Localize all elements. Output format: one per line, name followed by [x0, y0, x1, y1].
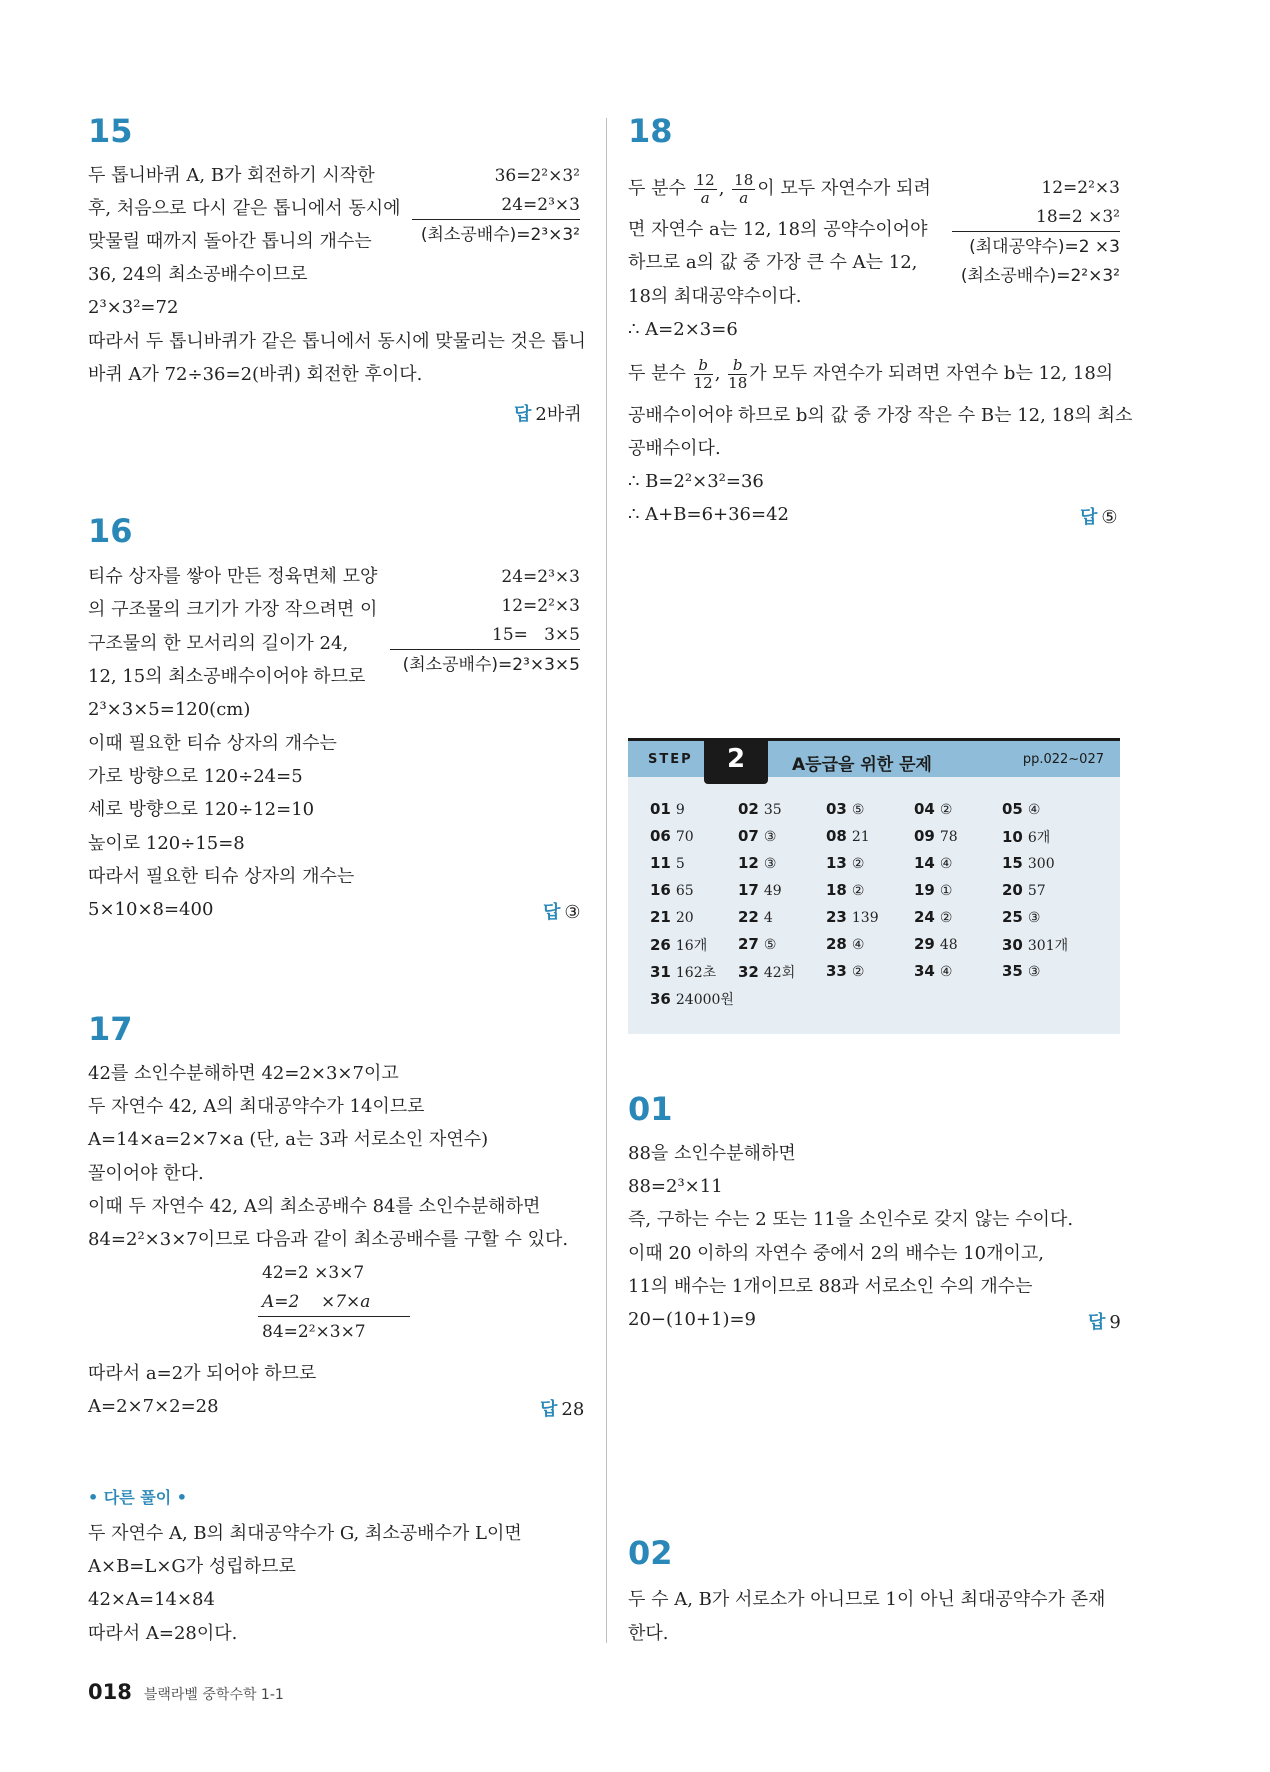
answer-value: ③: [564, 902, 581, 923]
p18-line: 공배수이다.: [628, 438, 721, 459]
step-number: 2: [704, 738, 768, 784]
answer-value: ③: [1027, 964, 1041, 980]
p18-text: 두 분수: [628, 363, 686, 384]
answer-cell: [738, 881, 782, 899]
answer-value: 5: [675, 856, 685, 872]
answer-value: 16개: [675, 938, 708, 954]
answer-cell: [738, 827, 776, 845]
answer-cell: [826, 881, 864, 899]
p17-alt-line: 42×A=14×84: [88, 1589, 215, 1610]
p18-text: 두 분수: [628, 178, 686, 199]
p18-text: 이 모두 자연수가 되려: [757, 178, 931, 199]
p16-line: 가로 방향으로 120÷24=5: [88, 766, 303, 787]
p15-line: 2³×3²=72: [88, 297, 179, 318]
problem-number-16: 16: [88, 512, 133, 550]
answer-number: 16: [650, 881, 671, 899]
denominator: 12: [693, 373, 713, 392]
answer-cell: [650, 989, 734, 1009]
answer-number: 36: [650, 990, 671, 1008]
answer-cell: [650, 827, 694, 845]
answer-number: 19: [914, 881, 935, 899]
answer-value: 301개: [1027, 938, 1069, 954]
p17-alt-line: A×B=L×G가 성립하므로: [88, 1556, 296, 1577]
p17-line: 이때 두 자연수 42, A의 최소공배수 84를 소인수분해하면: [88, 1196, 541, 1217]
answer-cell: [1002, 962, 1040, 980]
answer-cell: [914, 908, 952, 926]
p15-line: 맞물릴 때까지 돌아간 톱니의 개수는: [88, 231, 372, 252]
answer-value: 48: [939, 937, 958, 953]
answer-number: 29: [914, 935, 935, 953]
answer-value: ②: [851, 883, 865, 899]
p15-line: 두 톱니바퀴 A, B가 회전하기 시작한: [88, 165, 375, 186]
answer-number: 34: [914, 962, 935, 980]
answer-cell: [1002, 935, 1068, 955]
column-divider: [606, 118, 607, 1643]
p16-line: 높이로 120÷15=8: [88, 833, 245, 854]
answer-value: 139: [851, 910, 879, 926]
answer-value: ②: [939, 910, 953, 926]
answer-value: 9: [1109, 1312, 1121, 1333]
numerator: 18: [734, 170, 754, 189]
problem-number-15: 15: [88, 112, 133, 150]
answer-value: 78: [939, 829, 958, 845]
answer-cell: [738, 962, 795, 982]
p17-math-rule: [258, 1316, 410, 1317]
p01-line: 88=2³×11: [628, 1176, 723, 1197]
p18-line: ∴ A+B=6+36=42: [628, 504, 789, 525]
answer-value: 35: [763, 802, 782, 818]
p16-math-rule: [390, 649, 580, 650]
step-answer-box: [628, 738, 1120, 1034]
answer-number: 17: [738, 881, 759, 899]
p01-line: 이때 20 이하의 자연수 중에서 2의 배수는 10개이고,: [628, 1243, 1045, 1264]
p18-line-fractions: 두 분수 $\frac{12}{a}$ , $\frac{18}{a}$ 이 모두 자연수가 되려: [628, 170, 931, 207]
p15-math-row: 24=2³×3: [501, 195, 580, 215]
p17-line: 42를 소인수분해하면 42=2×3×7이고: [88, 1063, 399, 1084]
answer-cell: [1002, 881, 1046, 899]
fraction-b-over-12: [694, 357, 713, 392]
answer-value: 24000원: [675, 992, 734, 1008]
answer-number: 15: [1002, 854, 1023, 872]
p01-line: 88을 소인수분해하면: [628, 1143, 796, 1164]
step-pages: pp.022~027: [1022, 752, 1104, 767]
p15-line: 후, 처음으로 다시 같은 톱니에서 동시에: [88, 198, 401, 219]
p18-line: 하므로 a의 값 중 가장 큰 수 A는 12,: [628, 252, 918, 273]
step-title: A등급을 위한 문제: [792, 755, 932, 775]
answer-number: 08: [826, 827, 847, 845]
answer-value: ③: [763, 829, 777, 845]
answer-value: ④: [1027, 802, 1041, 818]
p18-line: 면 자연수 a는 12, 18의 공약수이어야: [628, 219, 928, 240]
answer-value: 70: [675, 829, 694, 845]
p17-math-row: A=2 ×7×a: [262, 1292, 371, 1312]
answer-value: ④: [939, 964, 953, 980]
answer-cell: [738, 935, 776, 953]
p17-alt-line: 따라서 A=28이다.: [88, 1623, 238, 1644]
answer-cell: [826, 962, 864, 980]
answer-cell: [650, 962, 716, 982]
answer-value: 4: [763, 910, 773, 926]
p16-line: 티슈 상자를 쌓아 만든 정육면체 모양: [88, 566, 378, 587]
answer-cell: [826, 800, 864, 818]
answer-number: 26: [650, 936, 671, 954]
answer-number: 24: [914, 908, 935, 926]
answer-value: ④: [851, 937, 865, 953]
answer-number: 25: [1002, 908, 1023, 926]
p16-line: 세로 방향으로 120÷12=10: [88, 799, 315, 820]
answer-value: ④: [939, 856, 953, 872]
p17-answer: [540, 1395, 584, 1421]
fraction-12-over-a: [694, 172, 717, 207]
answer-value: ②: [851, 964, 865, 980]
answer-cell: [738, 854, 776, 872]
answer-label: 답: [540, 1399, 558, 1420]
p01-line: 즉, 구하는 수는 2 또는 11을 소인수로 갖지 않는 수이다.: [628, 1209, 1074, 1230]
p15-math-rule: [412, 219, 580, 220]
page-number: 018: [88, 1680, 132, 1704]
problem-number-18: 18: [628, 112, 673, 150]
answer-cell: [1002, 908, 1040, 926]
p01-answer: [1088, 1308, 1121, 1334]
p18-line: ∴ A=2×3=6: [628, 319, 738, 340]
answer-number: 02: [738, 800, 759, 818]
p16-line: 구조물의 한 모서리의 길이가 24,: [88, 633, 349, 654]
answer-number: 10: [1002, 828, 1023, 846]
answer-cell: [826, 908, 879, 926]
answer-value: 6개: [1027, 830, 1051, 846]
p01-line: 11의 배수는 1개이므로 88과 서로소인 수의 개수는: [628, 1276, 1033, 1297]
p16-math-lcm: (최소공배수)=2³×3×5: [402, 655, 580, 675]
answer-number: 04: [914, 800, 935, 818]
answer-value: 28: [561, 1399, 585, 1420]
answer-value: 162초: [675, 965, 717, 981]
p17-line: 따라서 a=2가 되어야 하므로: [88, 1363, 317, 1384]
answer-number: 14: [914, 854, 935, 872]
answer-value: ①: [939, 883, 953, 899]
answer-cell: [650, 800, 685, 818]
denominator: a: [700, 188, 710, 207]
p18-line: ∴ B=2²×3²=36: [628, 471, 764, 492]
p18-line: 18의 최대공약수이다.: [628, 286, 802, 307]
fraction-18-over-a: [732, 172, 755, 207]
numerator: b: [694, 357, 713, 375]
p02-line: 한다.: [628, 1623, 669, 1644]
p16-line: 5×10×8=400: [88, 899, 214, 920]
p16-line: 12, 15의 최소공배수이어야 하므로: [88, 666, 366, 687]
answer-value: 21: [851, 829, 870, 845]
answer-number: 23: [826, 908, 847, 926]
fraction-b-over-18: [728, 357, 747, 392]
answer-value: ③: [1027, 910, 1041, 926]
p17-alt-line: 두 자연수 A, B의 최대공약수가 G, 최소공배수가 L이면: [88, 1523, 522, 1544]
answer-value: ②: [939, 802, 953, 818]
problem-number-17: 17: [88, 1010, 133, 1048]
answer-cell: [914, 935, 958, 953]
answer-value: 2바퀴: [535, 404, 582, 425]
p17-math-row: 84=2²×3×7: [262, 1322, 366, 1342]
problem-number-01: 01: [628, 1090, 673, 1128]
answer-number: 35: [1002, 962, 1023, 980]
book-title: 블랙라벨 중학수학 1-1: [143, 1687, 284, 1703]
answer-cell: [914, 854, 952, 872]
p02-line: 두 수 A, B가 서로소가 아니므로 1이 아닌 최대공약수가 존재: [628, 1589, 1106, 1610]
answer-cell: [650, 854, 685, 872]
answer-number: 33: [826, 962, 847, 980]
answer-cell: [826, 935, 864, 953]
answer-value: 300: [1027, 856, 1055, 872]
answer-number: 32: [738, 963, 759, 981]
answer-value: 57: [1027, 883, 1046, 899]
answer-number: 09: [914, 827, 935, 845]
p16-line: 이때 필요한 티슈 상자의 개수는: [88, 733, 337, 754]
p16-answer: [543, 898, 581, 924]
answer-number: 27: [738, 935, 759, 953]
p15-answer: [514, 400, 582, 426]
alt-solution-label: • 다른 풀이 •: [88, 1488, 187, 1507]
answer-cell: [1002, 854, 1055, 872]
p18-text: 가 모두 자연수가 되려면 자연수 b는 12, 18의: [749, 363, 1114, 384]
p16-line: 따라서 필요한 티슈 상자의 개수는: [88, 866, 355, 887]
answer-cell: [826, 854, 864, 872]
answer-number: 30: [1002, 936, 1023, 954]
p17-line: 꼴이어야 한다.: [88, 1163, 204, 1184]
answer-value: 9: [675, 802, 685, 818]
numerator: 12: [695, 170, 715, 189]
answer-cell: [650, 908, 694, 926]
p17-line: A=14×a=2×7×a (단, a는 3과 서로소인 자연수): [88, 1129, 489, 1150]
answer-number: 31: [650, 963, 671, 981]
answer-value: 20: [675, 910, 694, 926]
page-footer: [88, 1680, 284, 1704]
answer-number: 06: [650, 827, 671, 845]
p17-line: 두 자연수 42, A의 최대공약수가 14이므로: [88, 1096, 425, 1117]
numerator: b: [728, 357, 747, 375]
answer-value: ③: [763, 856, 777, 872]
p16-math-row: 24=2³×3: [501, 567, 580, 587]
p15-line: 따라서 두 톱니바퀴가 같은 톱니에서 동시에 맞물리는 것은 톱니: [88, 331, 586, 352]
answer-cell: [1002, 800, 1040, 818]
p15-math-lcm: (최소공배수)=2³×3²: [420, 225, 580, 245]
p18-math-rule: [952, 231, 1120, 232]
p18-math-row: 12=2²×3: [1041, 178, 1120, 198]
answer-value: ⑤: [851, 802, 865, 818]
answer-value: 42회: [763, 965, 796, 981]
p18-math-row: 18=2 ×3²: [1036, 207, 1120, 227]
answer-cell: [914, 881, 952, 899]
p17-math-row: 42=2 ×3×7: [262, 1263, 365, 1283]
answer-value: ⑤: [1101, 507, 1118, 528]
answer-value: ②: [851, 856, 865, 872]
p16-line: 2³×3×5=120(cm): [88, 699, 251, 720]
answer-cell: [1002, 827, 1050, 847]
answer-cell: [650, 935, 707, 955]
p15-math-row: 36=2²×3²: [494, 166, 580, 186]
p18-line: 공배수이어야 하므로 b의 값 중 가장 작은 수 B는 12, 18의 최소: [628, 405, 1133, 426]
answer-number: 21: [650, 908, 671, 926]
answer-label: 답: [514, 404, 532, 425]
p18-math-gcd: (최대공약수)=2 ×3: [969, 237, 1120, 257]
answer-number: 12: [738, 854, 759, 872]
p17-line: 84=2²×3×7이므로 다음과 같이 최소공배수를 구할 수 있다.: [88, 1229, 569, 1250]
answer-cell: [738, 908, 773, 926]
answer-cell: [914, 800, 952, 818]
step-header: [628, 738, 1120, 777]
p01-line: 20−(10+1)=9: [628, 1309, 757, 1330]
answer-value: 65: [675, 883, 694, 899]
p15-line: 바퀴 A가 72÷36=2(바퀴) 회전한 후이다.: [88, 364, 423, 385]
p16-math-row: 12=2²×3: [501, 596, 580, 616]
answer-cell: [914, 827, 958, 845]
answer-value: 49: [763, 883, 782, 899]
answer-cell: [650, 881, 694, 899]
answer-value: ⑤: [763, 937, 777, 953]
answer-label: 답: [1080, 507, 1098, 528]
problem-number-02: 02: [628, 1534, 673, 1572]
answer-cell: [738, 800, 782, 818]
answer-cell: [914, 962, 952, 980]
answer-number: 22: [738, 908, 759, 926]
p18-answer: [1080, 503, 1118, 529]
p16-line: 의 구조물의 크기가 가장 작으려면 이: [88, 599, 378, 620]
p17-line: A=2×7×2=28: [88, 1396, 219, 1417]
answer-number: 05: [1002, 800, 1023, 818]
answer-number: 28: [826, 935, 847, 953]
answer-number: 20: [1002, 881, 1023, 899]
answer-number: 03: [826, 800, 847, 818]
answer-number: 01: [650, 800, 671, 818]
answer-number: 07: [738, 827, 759, 845]
denominator: a: [739, 188, 749, 207]
answer-cell: [826, 827, 870, 845]
p15-line: 36, 24의 최소공배수이므로: [88, 264, 308, 285]
answer-number: 13: [826, 854, 847, 872]
answer-label: 답: [1088, 1312, 1106, 1333]
answer-label: 답: [543, 902, 561, 923]
denominator: 18: [728, 373, 748, 392]
p18-math-lcm: (최소공배수)=2²×3²: [960, 266, 1120, 286]
step-label: STEP: [648, 752, 693, 767]
answer-number: 11: [650, 854, 671, 872]
p16-math-row: 15= 3×5: [492, 625, 580, 645]
answer-number: 18: [826, 881, 847, 899]
p18-line-fractions: 두 분수 $\frac{b}{12}$ , $\frac{b}{18}$ 가 모두 자연수가 되려면 자연수 b는 12, 18의: [628, 355, 1114, 392]
